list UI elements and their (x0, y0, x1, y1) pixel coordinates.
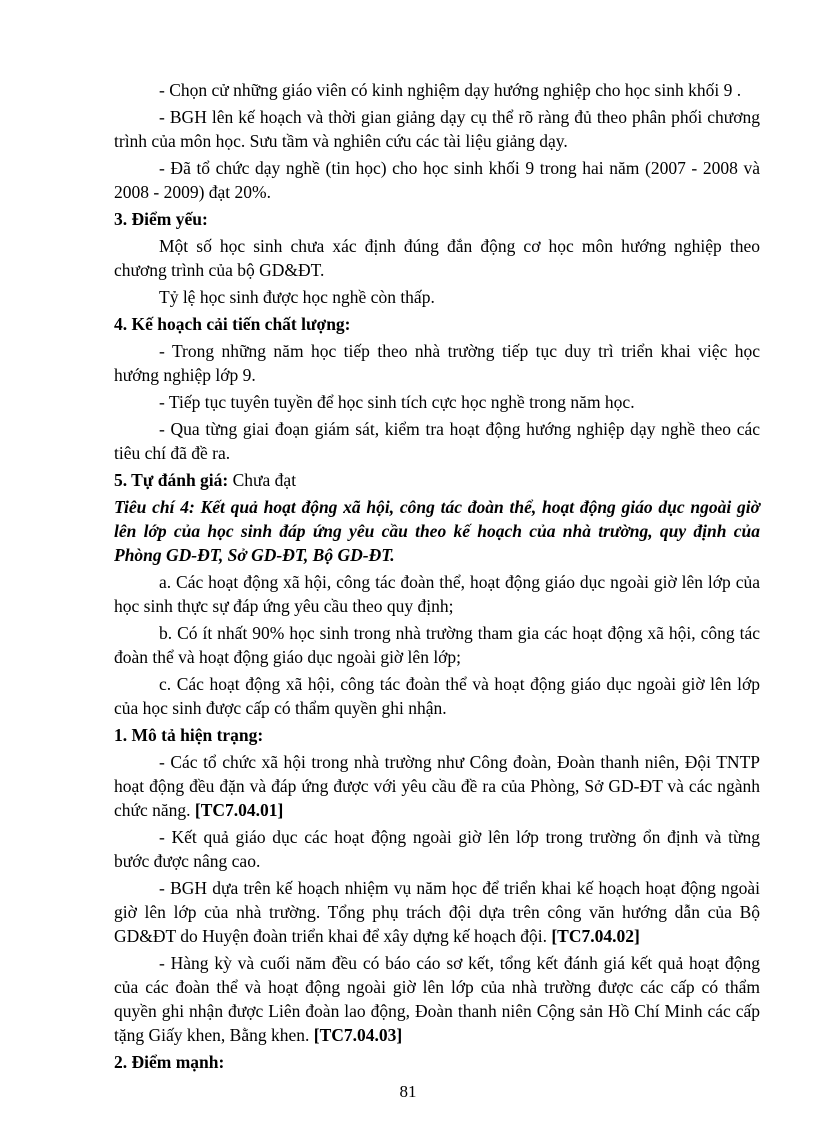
weakness-paragraph-1: Một số học sinh chưa xác định đúng đắn động cơ học môn hướng nghiệp theo chương trình của bộ GD&ĐT. (114, 236, 760, 280)
plan-item-3: - Qua từng giai đoạn giám sát, kiểm tra hoạt động hướng nghiệp dạy nghề theo các tiêu chí đã đề ra. (114, 419, 760, 463)
criterion-item-a: a. Các hoạt động xã hội, công tác đoàn thể, hoạt động giáo dục ngoài giờ lên lớp của học sinh thực sự đáp ứng yêu cầu theo quy định; (114, 572, 760, 616)
status-paragraph-4-text: - Hàng kỳ và cuối năm đều có báo cáo sơ kết, tổng kết đánh giá kết quả hoạt động của các đoàn thể và hoạt động ngoài giờ lên lớp của nhà trường được các cấp có thẩm quyền ghi nhận được Liên đoàn lao động, Đoàn thanh niên Cộng sản Hồ Chí Minh các cấp tặng Giấy khen, Bằng khen. (114, 953, 760, 1045)
page-number: 81 (399, 1082, 417, 1101)
intro-item-2: - BGH lên kế hoạch và thời gian giảng dạy cụ thể rõ ràng đủ theo phân phối chương trình của môn học. Sưu tầm và nghiên cứu các tài liệu giảng dạy. (114, 107, 760, 151)
weakness-paragraph-2: Tỷ lệ học sinh được học nghề còn thấp. (159, 287, 435, 307)
self-evaluation-value: Chưa đạt (228, 470, 297, 490)
evidence-ref-02: [TC7.04.02] (551, 926, 640, 946)
plan-item-2: - Tiếp tục tuyên tuyền để học sinh tích cực học nghề trong năm học. (159, 392, 635, 412)
plan-item-1: - Trong những năm học tiếp theo nhà trường tiếp tục duy trì triển khai việc học hướng nghiệp lớp 9. (114, 341, 760, 385)
status-paragraph-3 (114, 876, 760, 948)
status-heading: 1. Mô tả hiện trạng: (114, 725, 264, 745)
criterion-item-c: c. Các hoạt động xã hội, công tác đoàn thể và hoạt động giáo dục ngoài giờ lên lớp của học sinh được cấp có thẩm quyền ghi nhận. (114, 674, 760, 718)
criterion-4-title: Tiêu chí 4: Kết quả hoạt động xã hội, công tác đoàn thể, hoạt động giáo dục ngoài giờ lên lớp của học sinh đáp ứng yêu cầu theo kế hoạch của nhà trường, quy định của Phòng GD-ĐT, Sở GD-ĐT, Bộ GD-ĐT. (114, 497, 760, 565)
evidence-ref-03: [TC7.04.03] (313, 1025, 403, 1045)
strength-heading: 2. Điểm mạnh: (114, 1052, 225, 1072)
status-paragraph-1 (114, 750, 760, 822)
status-paragraph-3-text: - BGH dựa trên kế hoạch nhiệm vụ năm học để triển khai kế hoạch hoạt động ngoài giờ lên lớp của nhà trường. Tổng phụ trách đội dựa trên công văn hướng dẫn của Bộ GD&ĐT do Huyện đoàn triển khai để xây dựng kế hoạch đội. (114, 878, 760, 946)
status-paragraph-2: - Kết quả giáo dục các hoạt động ngoài giờ lên lớp trong trường ổn định và từng bước được nâng cao. (114, 827, 760, 871)
page-content (114, 78, 760, 1077)
evidence-ref-01: [TC7.04.01] (194, 800, 284, 820)
self-evaluation-label: 5. Tự đánh giá: (114, 470, 229, 490)
criterion-item-b: b. Có ít nhất 90% học sinh trong nhà trường tham gia các hoạt động xã hội, công tác đoàn thể và hoạt động giáo dục ngoài giờ lên lớp; (114, 623, 760, 667)
intro-item-1: - Chọn cử những giáo viên có kinh nghiệm dạy hướng nghiệp cho học sinh khối 9 . (159, 80, 742, 100)
self-evaluation (114, 468, 760, 492)
weakness-heading: 3. Điểm yếu: (114, 209, 208, 229)
status-paragraph-1-text: - Các tổ chức xã hội trong nhà trường như Công đoàn, Đoàn thanh niên, Đội TNTP hoạt động đều đặn và đáp ứng được với yêu cầu đề ra của Phòng, Sở GD-ĐT và các ngành chức năng. (114, 752, 760, 820)
intro-item-3: - Đã tổ chức dạy nghề (tin học) cho học sinh khối 9 trong hai năm (2007 - 2008 và 2008 - 2009) đạt 20%. (114, 158, 760, 202)
status-paragraph-4 (114, 951, 760, 1047)
plan-heading: 4. Kế hoạch cải tiến chất lượng: (114, 314, 351, 334)
